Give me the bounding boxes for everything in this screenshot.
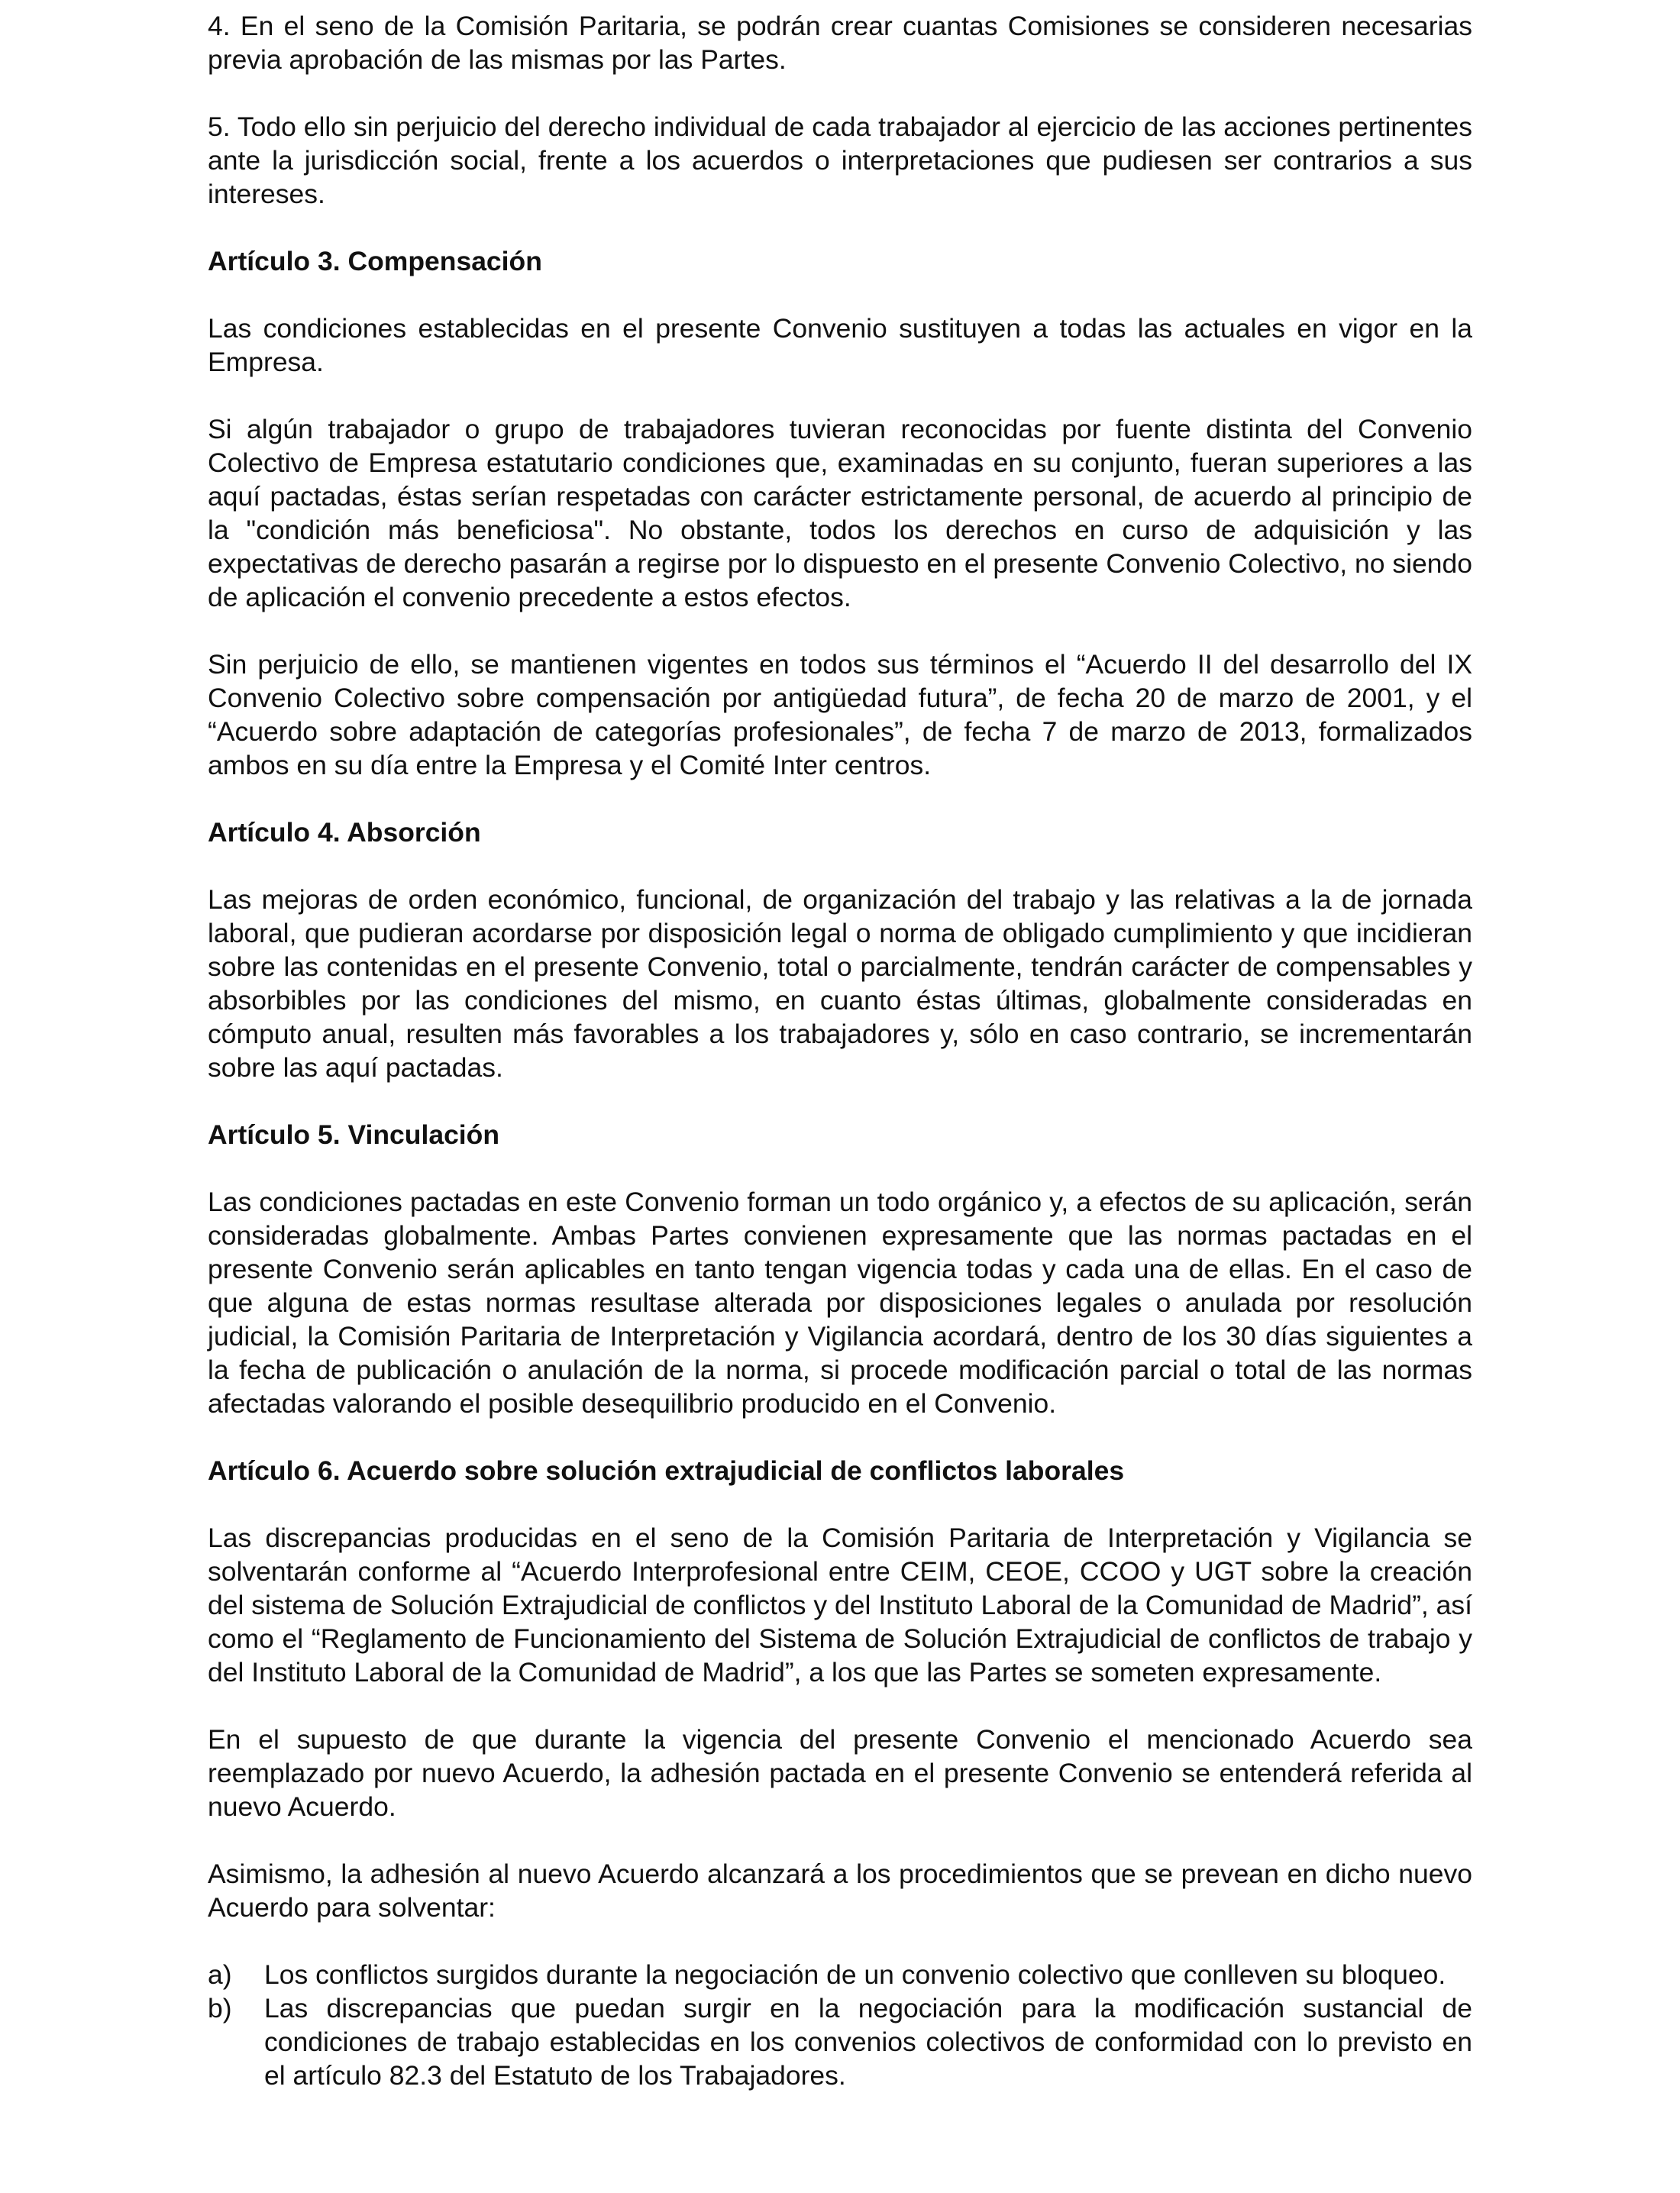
paragraph-4-comisiones: 4. En el seno de la Comisión Paritaria, se podrán crear cuantas Comisiones se consideren necesarias previa aprobación de las mismas por las Partes. <box>208 11 1472 75</box>
paragraph-art3-1: Las condiciones establecidas en el presente Convenio sustituyen a todas las actuales en vigor en la Empresa. <box>208 313 1472 377</box>
paragraph-art6-2: En el supuesto de que durante la vigencia del presente Convenio el mencionado Acuerdo sea reemplazado por nuevo Acuerdo, la adhesión pactada en el presente Convenio se entenderá referida al nuevo Acuerdo. <box>208 1724 1472 1822</box>
paragraph-art5-1: Las condiciones pactadas en este Convenio forman un todo orgánico y, a efectos de su aplicación, serán consideradas globalmente. Ambas Partes convienen expresamente que las normas pactadas en el presente Convenio serán aplicables en tanto tengan vigencia todas y cada una de ellas. En el caso de que alguna de estas normas resultase alterada por disposiciones legales o anulada por resolución judicial, la Comisión Paritaria de Interpretación y Vigilancia acordará, dentro de los 30 días siguientes a la fecha de publicación o anulación de la norma, si procede modificación parcial o total de las normas afectadas valorando el posible desequilibrio producido en el Convenio. <box>208 1187 1472 1419</box>
paragraph-art4-1: Las mejoras de orden económico, funcional, de organización del trabajo y las relativas a la de jornada laboral, que pudieran acordarse por disposición legal o norma de obligado cumplimiento y que incidieran sobre las contenidas en el presente Convenio, total o parcialmente, tendrán carácter de compensables y absorbibles por las condiciones del mismo, en cuanto éstas últimas, globalmente consideradas en cómputo anual, resulten más favorables a los trabajadores y, sólo en caso contrario, se incrementarán sobre las aquí pactadas. <box>208 884 1472 1083</box>
list-marker: a) <box>208 1959 232 1990</box>
procedures-list <box>208 1958 1472 2092</box>
heading-articulo-5: Artículo 5. Vinculación <box>208 1119 500 1150</box>
list-marker: b) <box>208 1993 232 2023</box>
document-page <box>208 9 1472 2092</box>
paragraph-art6-3: Asimismo, la adhesión al nuevo Acuerdo alcanzará a los procedimientos que se prevean en dicho nuevo Acuerdo para solventar: <box>208 1859 1472 1923</box>
list-item <box>208 1991 1472 2092</box>
heading-articulo-3: Artículo 3. Compensación <box>208 246 542 276</box>
heading-articulo-4: Artículo 4. Absorción <box>208 817 481 848</box>
list-item-text: Los conflictos surgidos durante la negociación de un convenio colectivo que conlleven su bloqueo. <box>264 1959 1446 1990</box>
heading-articulo-6: Artículo 6. Acuerdo sobre solución extrajudicial de conflictos laborales <box>208 1455 1125 1486</box>
list-item-text: Las discrepancias que puedan surgir en la negociación para la modificación sustancial de condiciones de trabajo establecidas en los convenios colectivos de conformidad con lo previsto en el artículo 82.3 del Estatuto de los Trabajadores. <box>264 1993 1472 2091</box>
paragraph-art3-3: Sin perjuicio de ello, se mantienen vigentes en todos sus términos el “Acuerdo II del desarrollo del IX Convenio Colectivo sobre compensación por antigüedad futura”, de fecha 20 de marzo de 2001, y el “Acuerdo sobre adaptación de categorías profesionales”, de fecha 7 de marzo de 2013, formalizados ambos en su día entre la Empresa y el Comité Inter centros. <box>208 649 1472 780</box>
paragraph-5-derecho-individual: 5. Todo ello sin perjuicio del derecho individual de cada trabajador al ejercicio de las acciones pertinentes ante la jurisdicción social, frente a los acuerdos o interpretaciones que pudiesen ser contrarios a sus intereses. <box>208 111 1472 209</box>
paragraph-art3-2: Si algún trabajador o grupo de trabajadores tuvieran reconocidas por fuente distinta del Convenio Colectivo de Empresa estatutario condiciones que, examinadas en su conjunto, fueran superiores a las aquí pactadas, éstas serían respetadas con carácter estrictamente personal, de acuerdo al principio de la "condición más beneficiosa". No obstante, todos los derechos en curso de adquisición y las expectativas de derecho pasarán a regirse por lo dispuesto en el presente Convenio Colectivo, no siendo de aplicación el convenio precedente a estos efectos. <box>208 414 1472 612</box>
paragraph-art6-1: Las discrepancias producidas en el seno de la Comisión Paritaria de Interpretación y Vigilancia se solventarán conforme al “Acuerdo Interprofesional entre CEIM, CEOE, CCOO y UGT sobre la creación del sistema de Solución Extrajudicial de conflictos y del Instituto Laboral de la Comunidad de Madrid”, así como el “Reglamento de Funcionamiento del Sistema de Solución Extrajudicial de conflictos de trabajo y del Instituto Laboral de la Comunidad de Madrid”, a los que las Partes se someten expresamente. <box>208 1523 1472 1688</box>
list-item <box>208 1958 1472 1991</box>
